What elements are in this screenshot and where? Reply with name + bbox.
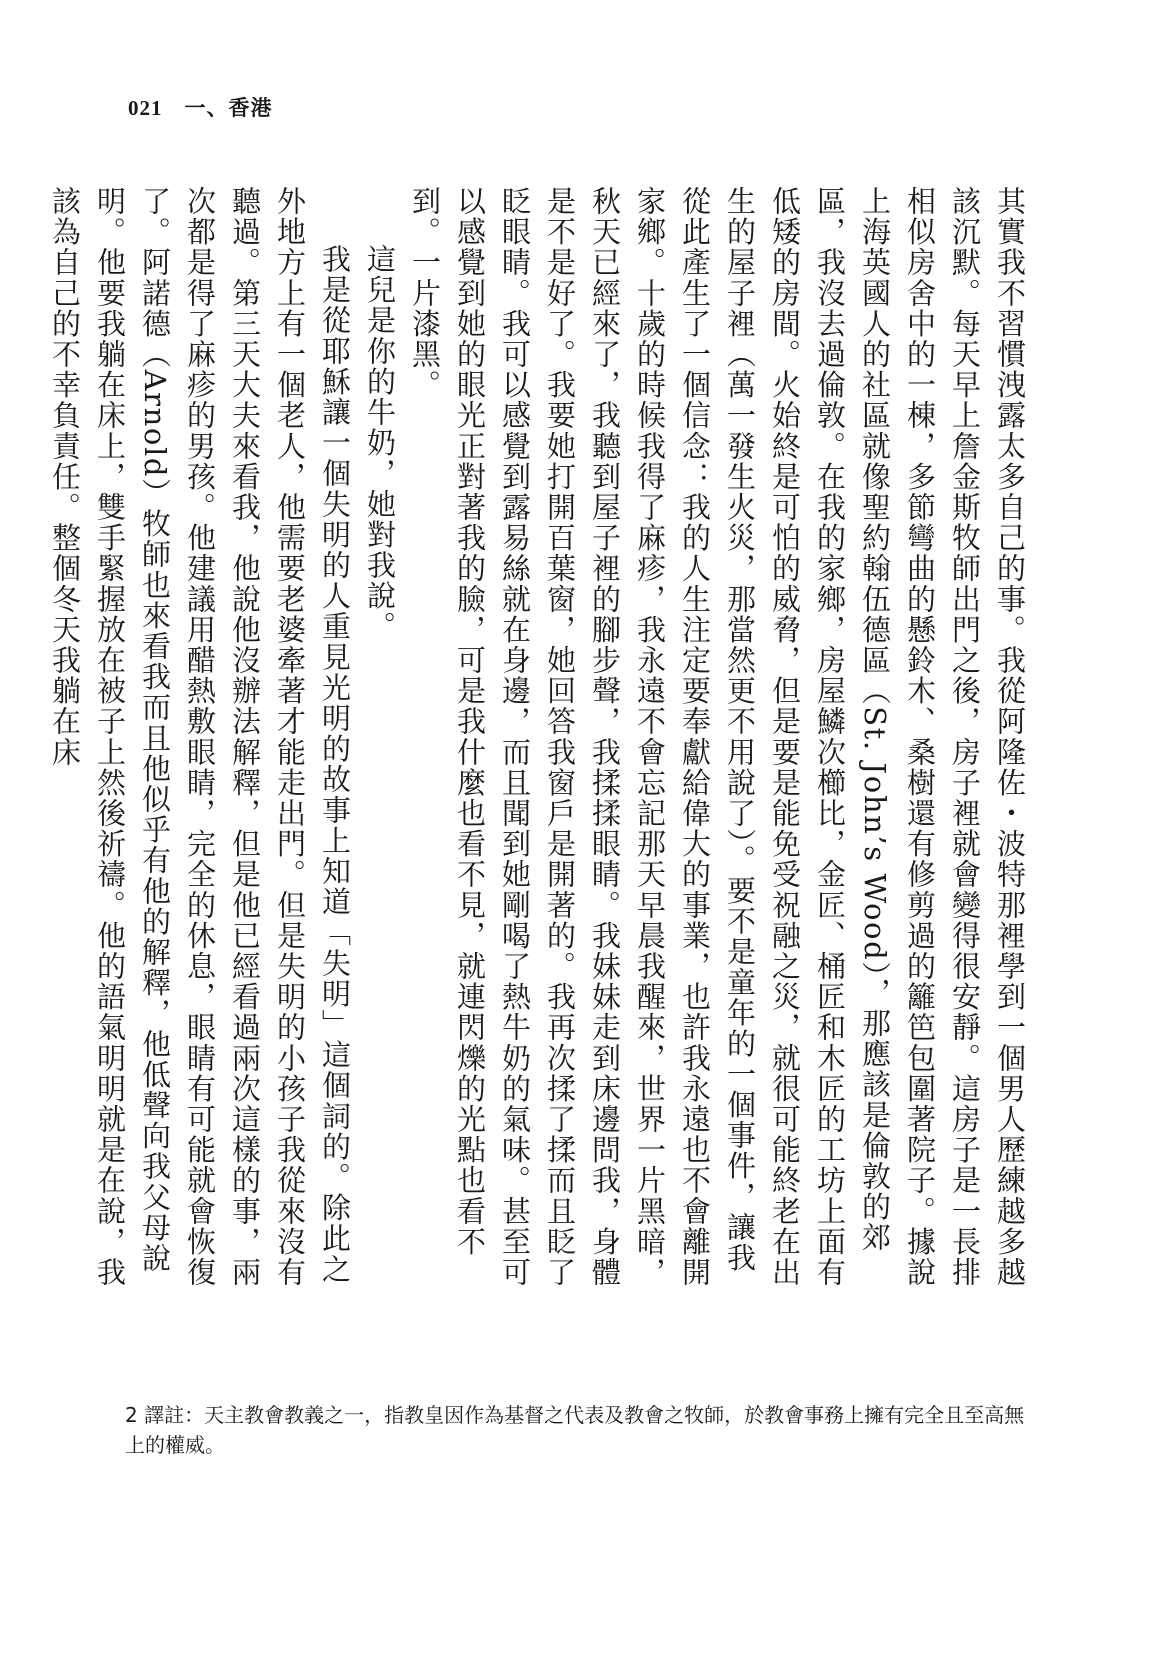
chapter-title: 一、香港 bbox=[184, 96, 273, 120]
paragraph: 其實我不習慣洩露太多自己的事。我從阿隆佐・波特那裡學到一個男人歷練越多越該沉默。每天早上詹金斯牧師出門之後，房子裡就會變得很安靜。這房子是一長排相似房舍中的一棟，多節彎曲的懸鈴木、桑樹還有修剪過的籬笆包圍著院子。據說上海英國人的社區就像聖約翰伍德區（St. John’s Wood），那應該是倫敦的郊區，我沒去過倫敦。在我的家鄉，房屋鱗次櫛比，金匠、桶匠和木匠的工坊上面有低矮的房間。火始終是可怕的威脅，但是要是能免受祝融之災，就很可能終老在出生的屋子裡（萬一發生火災，那當然更不用說了）。要不是童年的一個事件，讓我從此產生了一個信念：我的人生注定要奉獻給偉大的事業，也許我永遠也不會離開家鄉。十歲的時候我得了麻疹，我永遠不會忘記那天早晨我醒來，世界一片黑暗，秋天已經來了，我聽到屋子裡的腳步聲，我揉揉眼睛。我妹妹走到床邊問我，身體是不是好了。我要她打開百葉窗，她回答我窗戶是開著的。我再次揉了揉而且眨了眨眼睛。我可以感覺到露易絲就在身邊，而且聞到她剛喝了熱牛奶的氣味。甚至可以感覺到她的眼光正對著我的臉，可是我什麼也看不見，就連閃爍的光點也看不到。一片漆黑。 bbox=[408, 186, 1027, 1288]
paragraph: 這兒是你的牛奶，她對我說。 bbox=[363, 244, 397, 642]
paragraph: 我是從耶穌讓一個失明的人重見光明的故事上知道「失明」這個詞的。除此之外地方上有一個老人，他需要老婆牽著才能走出門。但是失明的小孩子我從來沒有聽過。第三天大夫來看我，他說他沒辦法解釋，但是他已經看過兩次這樣的事，兩次都是得了麻疹的男孩。他建議用醋熱敷眼睛，完全的休息，眼睛有可能就會恢復了。阿諾德（Arnold）牧師也來看我而且他似乎有他的解釋，他低聲向我父母說明。他要我躺在床上，雙手緊握放在被子上然後祈禱。他的語氣明明就是在說，我該為自己的不幸負責任。整個冬天我躺在床 bbox=[48, 186, 352, 1288]
page-number: 021 bbox=[128, 96, 163, 120]
vertical-body-text bbox=[48, 186, 1032, 1296]
running-header bbox=[128, 92, 273, 122]
footnote: 2 譯註：天主教會教義之一，指教皇因作為基督之代表及教會之牧師，於教會事務上擁有完全且至高無上的權威。 bbox=[125, 1403, 1025, 1457]
